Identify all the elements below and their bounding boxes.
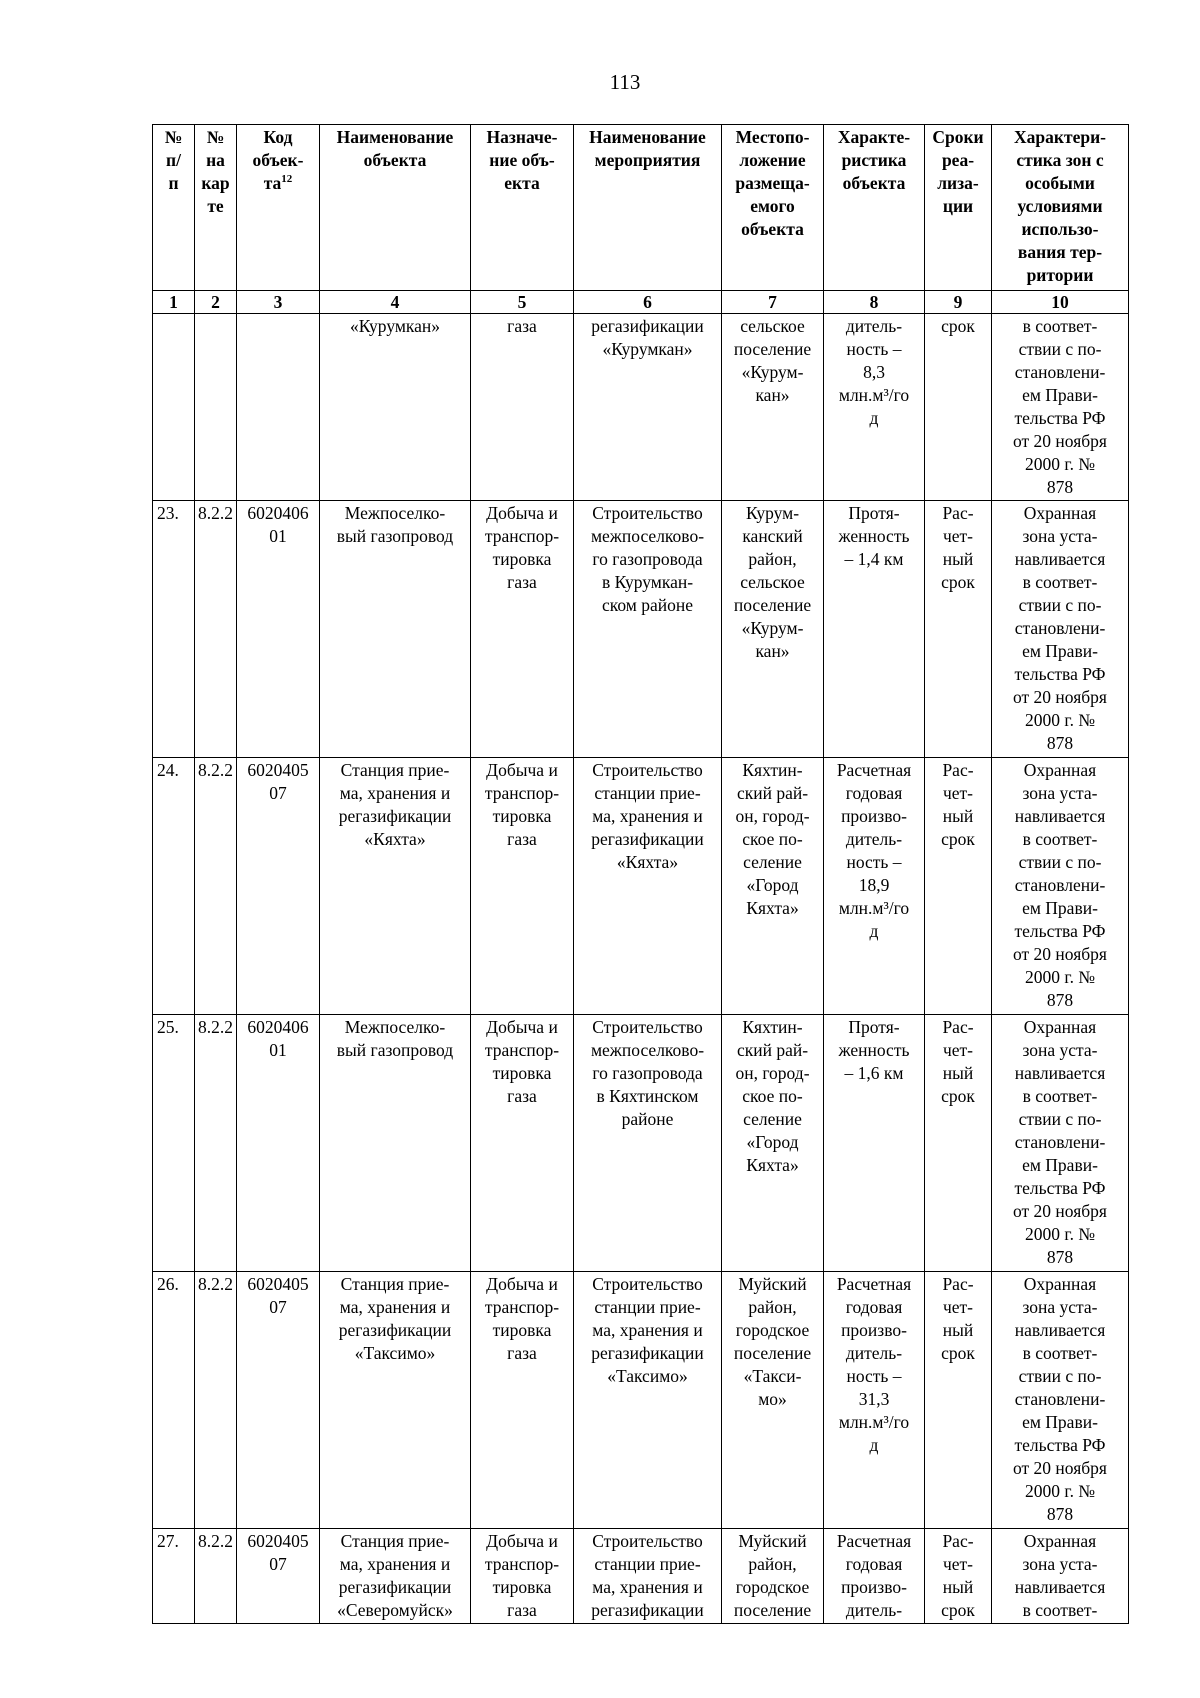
cell-zone: Охранная зона уста- навливается в соответ- ствии с по- становлени- ем Прави- тельства РФ от 20 ноября 2000 г. № 878 — [992, 1015, 1129, 1272]
footnote-marker: 12 — [281, 173, 293, 186]
cell-code: 6020406 01 — [237, 501, 320, 758]
cell-map — [195, 314, 237, 501]
cell-purpose: газа — [471, 314, 574, 501]
cell-zone: Охранная зона уста- навливается в соответ- ствии с по- становлени- ем Прави- тельства РФ от 20 ноября 2000 г. № 878 — [992, 758, 1129, 1015]
cell-characteristic: Расчетная годовая произво- дитель- — [824, 1529, 925, 1624]
cell-location: Муйский район, городское поселение «Такси- мо» — [722, 1272, 824, 1529]
cell-action: Строительство станции прие- ма, хранения и регазификации — [574, 1529, 722, 1624]
header-cell: Характе- ристика объекта — [824, 125, 925, 291]
column-number: 5 — [471, 291, 574, 314]
header-cell: № п/ п — [153, 125, 195, 291]
cell-purpose: Добыча и транспор- тировка газа — [471, 501, 574, 758]
header-cell: Назначе- ние объ- екта — [471, 125, 574, 291]
cell-characteristic: Расчетная годовая произво- дитель- ность – 31,3 млн.м³/го д — [824, 1272, 925, 1529]
page-number: 113 — [609, 70, 641, 94]
column-number: 1 — [153, 291, 195, 314]
cell-term: Рас- чет- ный срок — [925, 1015, 992, 1272]
cell-action: Строительство станции прие- ма, хранения и регазификации «Кяхта» — [574, 758, 722, 1015]
header-cell: Наименование объекта — [320, 125, 471, 291]
table-row — [153, 1272, 1129, 1529]
cell-map: 8.2.2 — [195, 1272, 237, 1529]
header-cell-text: Код объек- та — [252, 127, 304, 193]
header-cell: № на кар те — [195, 125, 237, 291]
table-row — [153, 314, 1129, 501]
cell-action: Строительство станции прие- ма, хранения и регазификации «Таксимо» — [574, 1272, 722, 1529]
table-row — [153, 1529, 1129, 1624]
column-number: 6 — [574, 291, 722, 314]
cell-characteristic: Протя- женность – 1,6 км — [824, 1015, 925, 1272]
column-number: 2 — [195, 291, 237, 314]
cell-characteristic: Расчетная годовая произво- дитель- ность – 18,9 млн.м³/го д — [824, 758, 925, 1015]
cell-code — [237, 314, 320, 501]
table-row — [153, 758, 1129, 1015]
cell-code: 6020406 01 — [237, 1015, 320, 1272]
cell-num: 23. — [153, 501, 195, 758]
cell-purpose: Добыча и транспор- тировка газа — [471, 1272, 574, 1529]
cell-num: 24. — [153, 758, 195, 1015]
cell-zone: Охранная зона уста- навливается в соответ- ствии с по- становлени- ем Прави- тельства РФ от 20 ноября 2000 г. № 878 — [992, 501, 1129, 758]
cell-num: 27. — [153, 1529, 195, 1624]
column-number: 4 — [320, 291, 471, 314]
column-number: 3 — [237, 291, 320, 314]
cell-num: 25. — [153, 1015, 195, 1272]
cell-name: Станция прие- ма, хранения и регазификации «Таксимо» — [320, 1272, 471, 1529]
header-cell: Местопо- ложение размеща- емого объекта — [722, 125, 824, 291]
column-number: 8 — [824, 291, 925, 314]
cell-term: Рас- чет- ный срок — [925, 501, 992, 758]
cell-purpose: Добыча и транспор- тировка газа — [471, 1015, 574, 1272]
cell-zone: в соответ- ствии с по- становлени- ем Прави- тельства РФ от 20 ноября 2000 г. № 878 — [992, 314, 1129, 501]
column-number-row — [153, 291, 1129, 314]
column-number: 10 — [992, 291, 1129, 314]
cell-map: 8.2.2 — [195, 1529, 237, 1624]
cell-map: 8.2.2 — [195, 1015, 237, 1272]
cell-action: регазификации «Курумкан» — [574, 314, 722, 501]
cell-zone: Охранная зона уста- навливается в соответ- ствии с по- становлени- ем Прави- тельства РФ от 20 ноября 2000 г. № 878 — [992, 1272, 1129, 1529]
cell-code: 6020405 07 — [237, 1272, 320, 1529]
cell-code: 6020405 07 — [237, 758, 320, 1015]
cell-location: сельское поселение «Курум- кан» — [722, 314, 824, 501]
cell-location: Кяхтин- ский рай- он, город- ское по- селение «Город Кяхта» — [722, 1015, 824, 1272]
cell-characteristic: дитель- ность – 8,3 млн.м³/го д — [824, 314, 925, 501]
cell-location: Курум- канский район, сельское поселение «Курум- кан» — [722, 501, 824, 758]
cell-name: Межпоселко- вый газопровод — [320, 501, 471, 758]
cell-name: Станция прие- ма, хранения и регазификации «Северомуйск» — [320, 1529, 471, 1624]
cell-location: Муйский район, городское поселение — [722, 1529, 824, 1624]
cell-term: срок — [925, 314, 992, 501]
table-row — [153, 1015, 1129, 1272]
column-number: 7 — [722, 291, 824, 314]
cell-code: 6020405 07 — [237, 1529, 320, 1624]
cell-location: Кяхтин- ский рай- он, город- ское по- селение «Город Кяхта» — [722, 758, 824, 1015]
header-cell: Характери- стика зон с особыми условиями использо- вания тер- ритории — [992, 125, 1129, 291]
cell-term: Рас- чет- ный срок — [925, 758, 992, 1015]
cell-zone: Охранная зона уста- навливается в соответ- — [992, 1529, 1129, 1624]
cell-action: Строительство межпоселково- го газопровода в Кяхтинском районе — [574, 1015, 722, 1272]
cell-map: 8.2.2 — [195, 501, 237, 758]
cell-term: Рас- чет- ный срок — [925, 1272, 992, 1529]
header-cell — [237, 125, 320, 291]
cell-action: Строительство межпоселково- го газопровода в Курумкан- ском районе — [574, 501, 722, 758]
cell-characteristic: Протя- женность – 1,4 км — [824, 501, 925, 758]
cell-term: Рас- чет- ный срок — [925, 1529, 992, 1624]
cell-num — [153, 314, 195, 501]
cell-name: Межпоселко- вый газопровод — [320, 1015, 471, 1272]
cell-name: Станция прие- ма, хранения и регазификации «Кяхта» — [320, 758, 471, 1015]
cell-name: «Курумкан» — [320, 314, 471, 501]
header-cell: Сроки реа- лиза- ции — [925, 125, 992, 291]
table-row — [153, 501, 1129, 758]
cell-purpose: Добыча и транспор- тировка газа — [471, 1529, 574, 1624]
header-cell: Наименование мероприятия — [574, 125, 722, 291]
objects-table — [152, 124, 1129, 1624]
column-number: 9 — [925, 291, 992, 314]
cell-map: 8.2.2 — [195, 758, 237, 1015]
header-row — [153, 125, 1129, 291]
cell-purpose: Добыча и транспор- тировка газа — [471, 758, 574, 1015]
cell-num: 26. — [153, 1272, 195, 1529]
